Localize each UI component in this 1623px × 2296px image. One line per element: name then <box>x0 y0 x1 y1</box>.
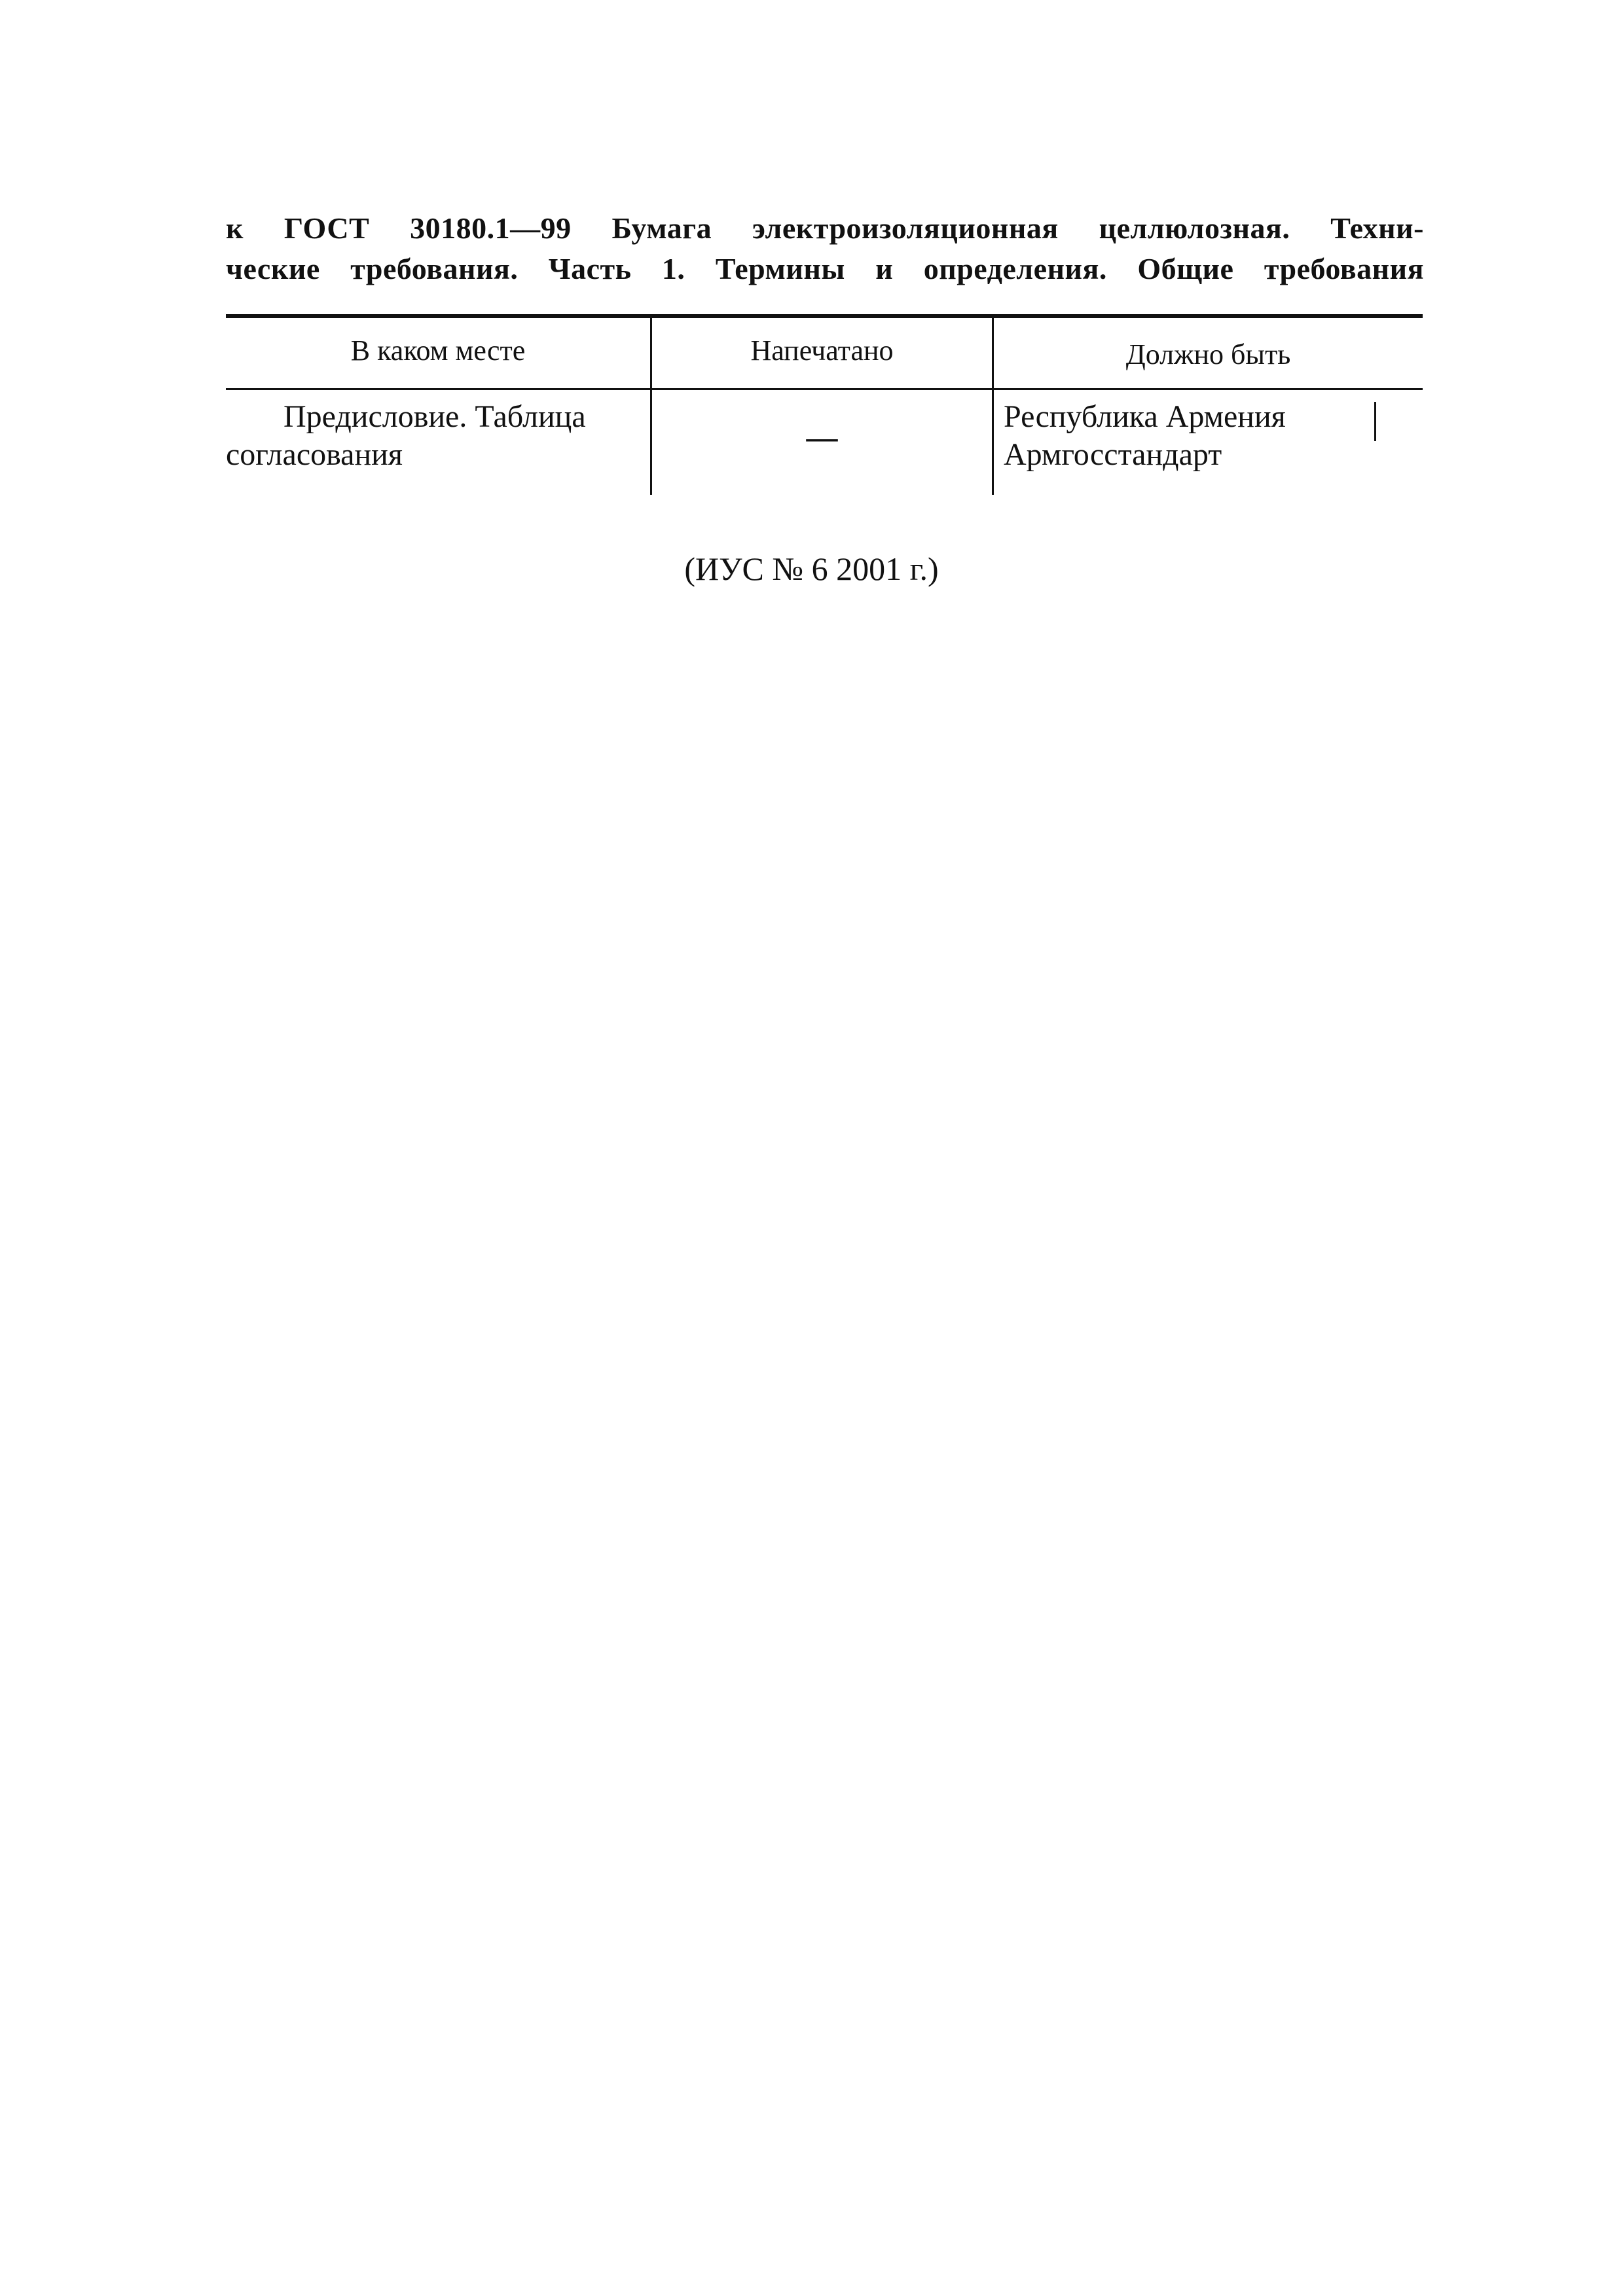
cell-should-be-line-2: Армгосстандарт <box>1004 437 1222 472</box>
title-line-1: к ГОСТ 30180.1—99 Бумага электроизоляционная целлюлозная. Техни- <box>226 211 1424 245</box>
header-location: В каком месте <box>350 334 526 367</box>
document-title <box>226 208 1424 289</box>
margin-change-bar <box>1374 402 1376 441</box>
source-reference: (ИУС № 6 2001 г.) <box>684 550 939 587</box>
header-printed: Напечатано <box>750 334 894 367</box>
cell-should-be-line-1: Республика Армения <box>1004 399 1286 434</box>
table-top-rule <box>226 314 1423 318</box>
table-header-rule <box>226 388 1423 390</box>
cell-printed: — <box>806 420 838 455</box>
cell-location-line-1: Предисловие. Таблица <box>283 399 586 434</box>
header-should-be: Должно быть <box>1125 338 1291 370</box>
cell-location-line-2: согласования <box>226 437 403 472</box>
title-line-2: ческие требования. Часть 1. Термины и определения. Общие требования <box>226 252 1424 285</box>
